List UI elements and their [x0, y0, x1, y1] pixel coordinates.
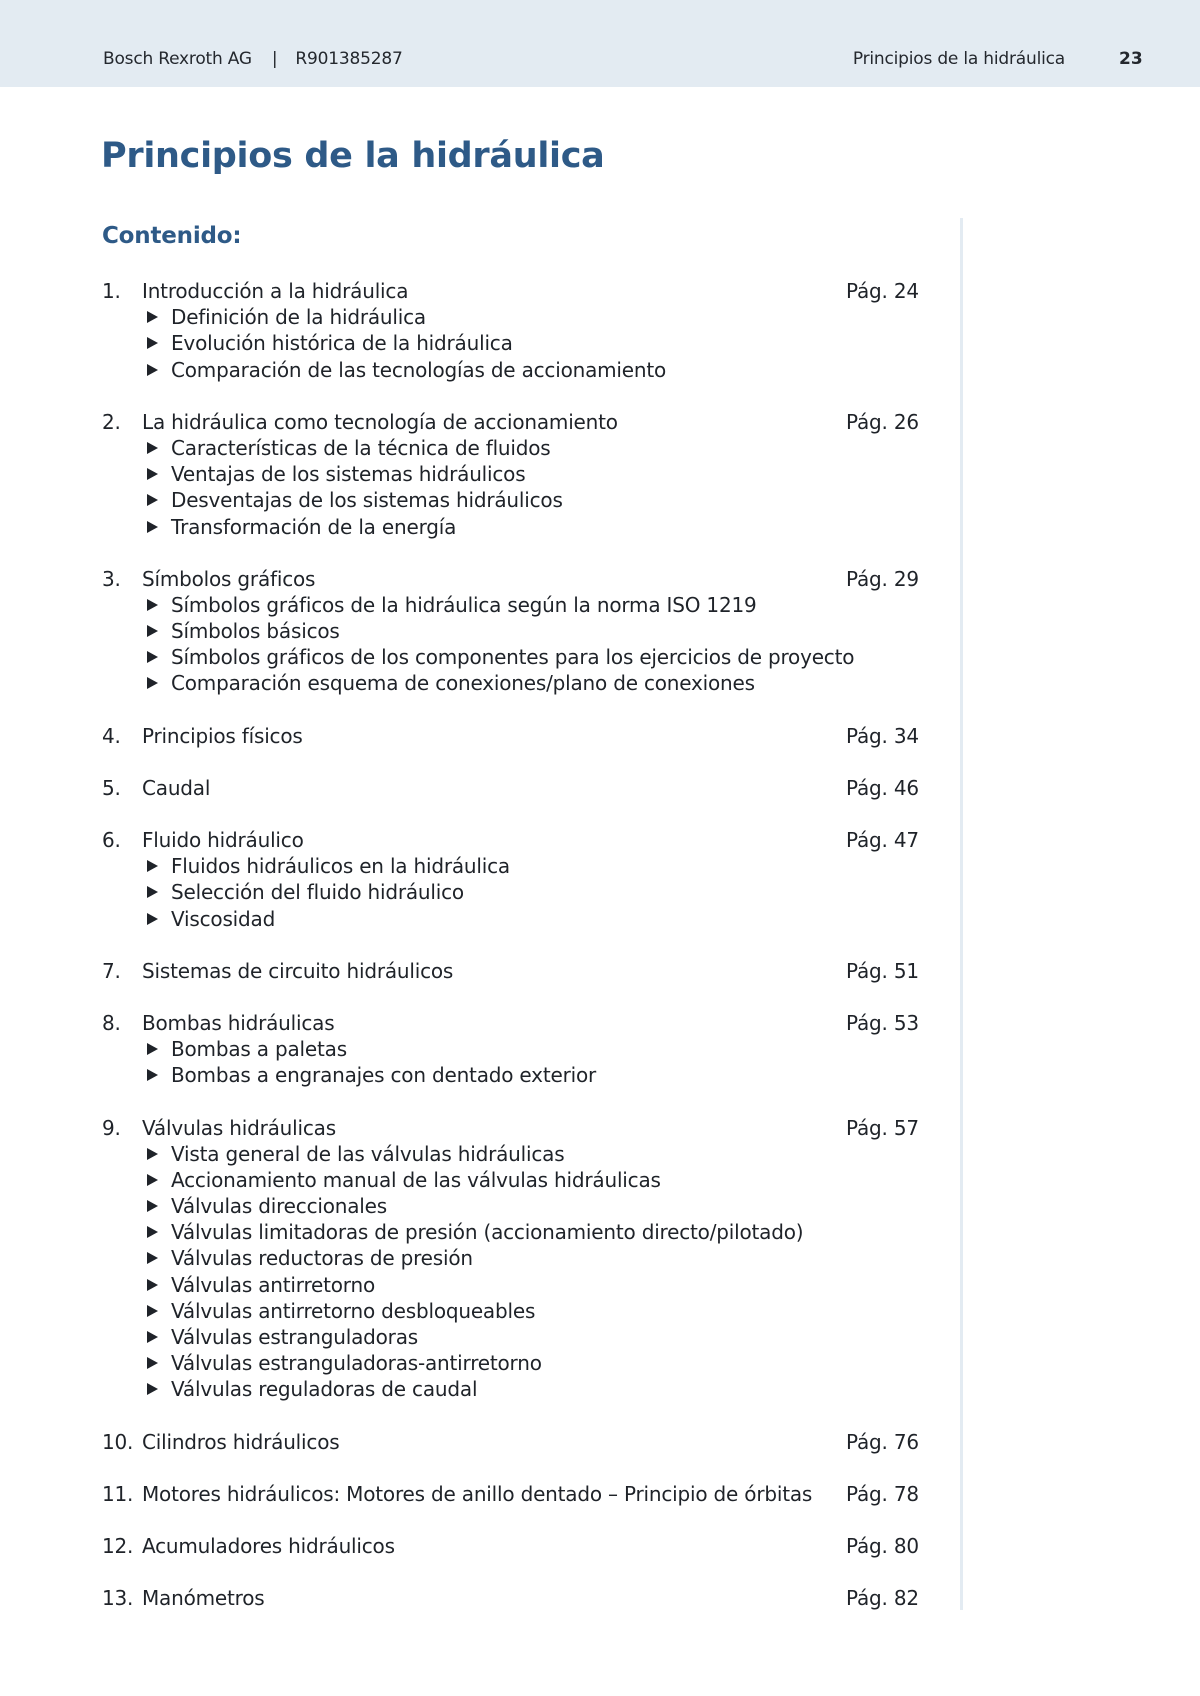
toc-subentry — [102, 1245, 932, 1271]
vertical-divider — [960, 218, 963, 1610]
toc-entry-title: Acumuladores hidráulicos — [142, 1533, 395, 1558]
toc-subentry-text: Bombas a paletas — [171, 1037, 347, 1062]
toc-entry-title: Sistemas de circuito hidráulicos — [142, 958, 454, 983]
toc-entry-number: 5. — [102, 775, 121, 800]
triangle-bullet-icon — [147, 442, 158, 454]
toc-entry-title: Fluido hidráulico — [142, 828, 304, 852]
triangle-bullet-icon — [147, 521, 158, 533]
toc-entry-number: 7. — [102, 958, 121, 983]
toc-entry — [102, 958, 932, 984]
toc-subentry — [102, 1324, 932, 1350]
triangle-bullet-icon — [147, 1357, 158, 1369]
toc-subentry — [102, 461, 932, 487]
toc-subentry — [102, 1036, 932, 1062]
triangle-bullet-icon — [147, 651, 158, 663]
toc-heading: Contenido: — [102, 223, 242, 249]
toc-section — [102, 1429, 932, 1455]
toc-subentry-text: Bombas a engranajes con dentado exterior — [171, 1063, 597, 1088]
toc-section — [102, 723, 932, 749]
triangle-bullet-icon — [147, 1305, 158, 1317]
toc-entry — [102, 278, 932, 304]
toc-subentry-text: Válvulas estranguladoras — [171, 1325, 418, 1349]
toc-section — [102, 1533, 932, 1559]
toc-entry — [102, 1481, 932, 1507]
toc-entry-number: 12. — [102, 1533, 134, 1558]
toc-entry — [102, 1429, 932, 1455]
page-number: 23 — [1119, 49, 1143, 69]
triangle-bullet-icon — [147, 1331, 158, 1343]
toc-subentry — [102, 1062, 932, 1088]
toc-entry-page: Pág. 57 — [846, 1115, 919, 1140]
toc-subentry-text: Vista general de las válvulas hidráulicas — [171, 1141, 565, 1166]
toc-subentry — [102, 1272, 932, 1298]
toc-entry-page: Pág. 26 — [846, 409, 919, 434]
toc-subentry-text: Comparación de las tecnologías de accionamiento — [171, 357, 667, 382]
toc-subentry-text: Símbolos gráficos de los componentes para los ejercicios de proyecto — [171, 645, 855, 670]
toc-entry — [102, 1585, 932, 1611]
triangle-bullet-icon — [147, 1226, 158, 1238]
triangle-bullet-icon — [147, 337, 158, 349]
document-number: R901385287 — [295, 49, 403, 69]
triangle-bullet-icon — [147, 1069, 158, 1081]
toc-subentry-text: Válvulas limitadoras de presión (accionamiento directo/pilotado) — [171, 1220, 804, 1245]
toc-entry-page: Pág. 46 — [846, 775, 919, 800]
triangle-bullet-icon — [147, 625, 158, 637]
toc-entry-title: Principios físicos — [142, 723, 303, 748]
toc-subentry-text: Símbolos básicos — [171, 619, 340, 644]
toc-entry-title: Bombas hidráulicas — [142, 1010, 335, 1035]
toc-subentry-text: Comparación esquema de conexiones/plano de conexiones — [171, 671, 755, 696]
toc-subentry — [102, 487, 932, 513]
triangle-bullet-icon — [147, 1383, 158, 1395]
toc-entry-page: Pág. 53 — [846, 1010, 919, 1035]
toc-subentry — [102, 670, 932, 696]
triangle-bullet-icon — [147, 468, 158, 480]
toc-subentry-text: Válvulas estranguladoras-antirretorno — [171, 1351, 542, 1376]
page-header — [0, 0, 1200, 87]
toc-entry — [102, 566, 932, 592]
toc-subentry-text: Válvulas antirretorno — [171, 1272, 375, 1297]
toc-subentry-text: Selección del fluido hidráulico — [171, 880, 464, 905]
toc-entry-page: Pág. 80 — [846, 1533, 919, 1558]
toc-subentry-text: Accionamiento manual de las válvulas hidráulicas — [171, 1167, 661, 1192]
toc-entry-number: 13. — [102, 1586, 134, 1611]
triangle-bullet-icon — [147, 364, 158, 376]
triangle-bullet-icon — [147, 677, 158, 689]
toc-subentry-text: Características de la técnica de fluidos — [171, 435, 551, 460]
triangle-bullet-icon — [147, 1174, 158, 1186]
header-separator: | — [271, 49, 278, 69]
toc-entry-title: Introducción a la hidráulica — [142, 279, 409, 303]
toc-section — [102, 775, 932, 801]
toc-entry — [102, 723, 932, 749]
toc-entry-page: Pág. 29 — [846, 566, 919, 591]
toc-subentry-text: Válvulas reguladoras de caudal — [171, 1377, 478, 1402]
toc-entry-title: Símbolos gráficos — [142, 566, 316, 591]
triangle-bullet-icon — [147, 1148, 158, 1160]
toc-entry-page: Pág. 34 — [846, 723, 919, 748]
toc-entry-number: 4. — [102, 723, 121, 748]
toc-entry-number: 10. — [102, 1429, 134, 1454]
toc-entry-number: 6. — [102, 828, 121, 852]
toc-section — [102, 1115, 932, 1403]
toc-entry-number: 11. — [102, 1481, 134, 1506]
toc-subentry-text: Desventajas de los sistemas hidráulicos — [171, 488, 563, 513]
toc-subentry-text: Viscosidad — [171, 906, 276, 931]
header-section-title: Principios de la hidráulica — [852, 49, 1065, 69]
toc-subentry-text: Transformación de la energía — [171, 514, 457, 539]
toc-section — [102, 1481, 932, 1507]
toc-subentry — [102, 853, 932, 879]
toc-subentry — [102, 1298, 932, 1324]
toc-subentry — [102, 330, 932, 356]
page-title: Principios de la hidráulica — [101, 136, 605, 176]
toc-section — [102, 1585, 932, 1611]
triangle-bullet-icon — [147, 599, 158, 611]
company-name: Bosch Rexroth AG — [103, 49, 252, 69]
toc-section — [102, 1010, 932, 1089]
toc-subentry-text: Válvulas antirretorno desbloqueables — [171, 1298, 536, 1323]
triangle-bullet-icon — [147, 494, 158, 506]
toc-subentry — [102, 1141, 932, 1167]
triangle-bullet-icon — [147, 860, 158, 872]
toc-entry — [102, 1115, 932, 1141]
toc-entry-title: Válvulas hidráulicas — [142, 1115, 336, 1140]
toc-subentry-text: Símbolos gráficos de la hidráulica según la norma ISO 1219 — [171, 592, 757, 617]
header-left — [103, 49, 403, 69]
toc-subentry — [102, 304, 932, 330]
toc-entry-title: La hidráulica como tecnología de accionamiento — [142, 409, 618, 434]
triangle-bullet-icon — [147, 1200, 158, 1212]
toc-entry-title: Caudal — [142, 775, 211, 800]
toc-subentry — [102, 592, 932, 618]
toc-subentry-text: Ventajas de los sistemas hidráulicos — [171, 462, 526, 487]
toc-entry-title: Manómetros — [142, 1586, 265, 1611]
triangle-bullet-icon — [147, 886, 158, 898]
toc-subentry — [102, 435, 932, 461]
toc-entry — [102, 409, 932, 435]
toc-subentry-text: Fluidos hidráulicos en la hidráulica — [171, 854, 510, 879]
toc-entry-number: 3. — [102, 566, 121, 591]
toc-entry-number: 9. — [102, 1115, 121, 1140]
toc-entry-page: Pág. 24 — [846, 279, 919, 303]
toc-entry — [102, 827, 932, 853]
toc-entry-number: 8. — [102, 1010, 121, 1035]
toc-entry-number: 1. — [102, 279, 121, 303]
toc-subentry-text: Definición de la hidráulica — [171, 305, 426, 330]
toc-section — [102, 409, 932, 540]
toc-entry — [102, 775, 932, 801]
toc-entry-page: Pág. 78 — [846, 1481, 919, 1506]
toc-entry-page: Pág. 82 — [846, 1586, 919, 1611]
toc-section — [102, 566, 932, 697]
triangle-bullet-icon — [147, 913, 158, 925]
toc-subentry-text: Válvulas direccionales — [171, 1194, 387, 1219]
toc-entry — [102, 1010, 932, 1036]
table-of-contents — [102, 278, 932, 1637]
toc-subentry — [102, 1350, 932, 1376]
toc-subentry-text: Válvulas reductoras de presión — [171, 1246, 473, 1271]
toc-entry-page: Pág. 47 — [846, 828, 919, 852]
toc-entry-page: Pág. 51 — [846, 958, 919, 983]
triangle-bullet-icon — [147, 311, 158, 323]
toc-subentry — [102, 1193, 932, 1219]
toc-subentry — [102, 906, 932, 932]
toc-section — [102, 958, 932, 984]
toc-section — [102, 827, 932, 932]
toc-subentry — [102, 1167, 932, 1193]
triangle-bullet-icon — [147, 1252, 158, 1264]
toc-entry-title: Motores hidráulicos: Motores de anillo dentado – Principio de órbitas — [142, 1481, 813, 1506]
toc-subentry — [102, 644, 932, 670]
triangle-bullet-icon — [147, 1279, 158, 1291]
toc-subentry — [102, 618, 932, 644]
toc-subentry — [102, 1376, 932, 1402]
toc-subentry — [102, 514, 932, 540]
toc-section — [102, 278, 932, 383]
triangle-bullet-icon — [147, 1043, 158, 1055]
toc-entry-page: Pág. 76 — [846, 1429, 919, 1454]
toc-subentry-text: Evolución histórica de la hidráulica — [171, 331, 513, 356]
toc-subentry — [102, 879, 932, 905]
toc-entry-title: Cilindros hidráulicos — [142, 1429, 340, 1454]
toc-subentry — [102, 357, 932, 383]
toc-entry — [102, 1533, 932, 1559]
toc-entry-number: 2. — [102, 409, 121, 434]
toc-subentry — [102, 1219, 932, 1245]
